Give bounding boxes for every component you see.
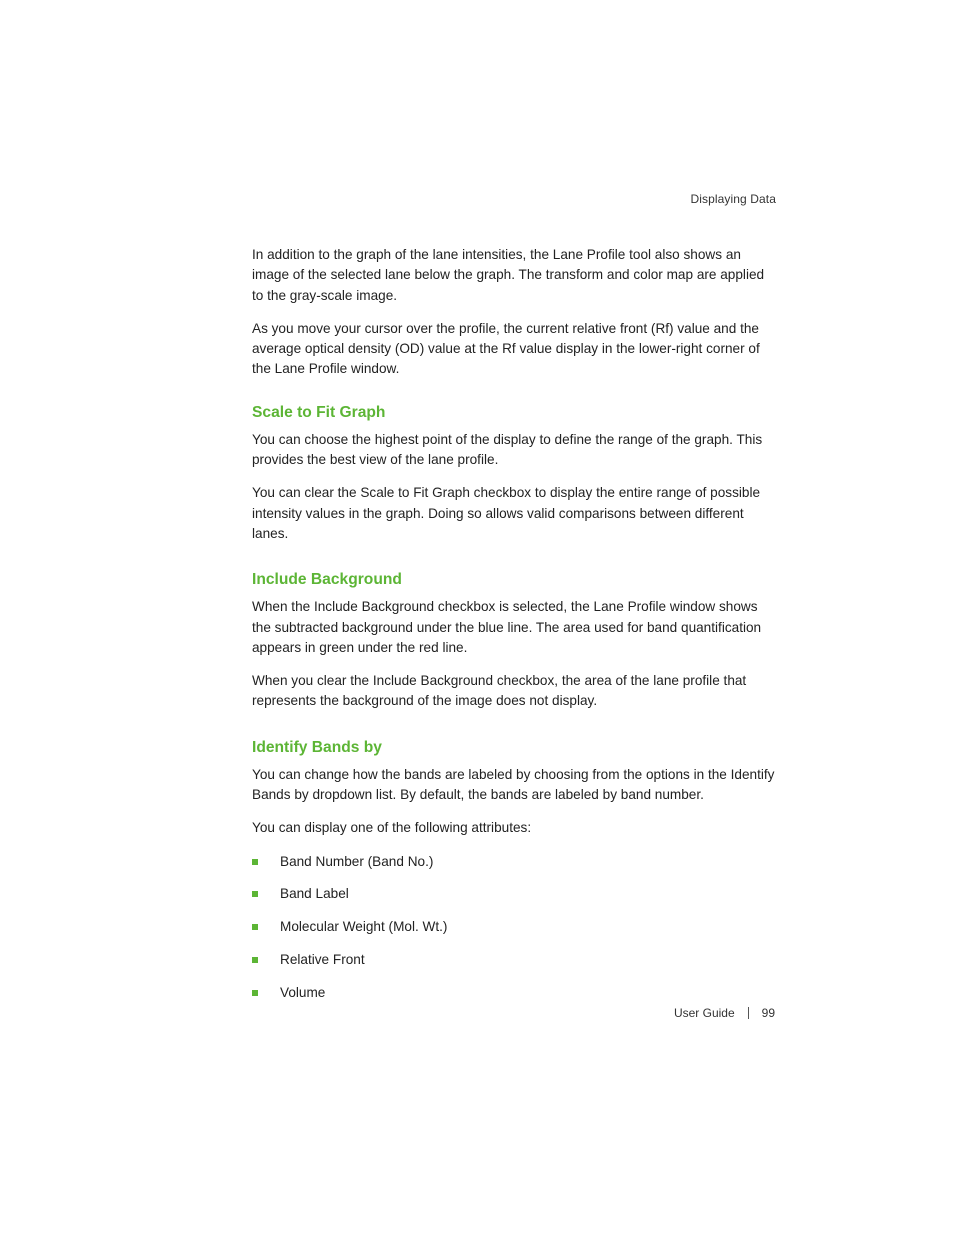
list-item-label: Band Number (Band No.) [280,853,434,869]
intro-paragraph-2: As you move your cursor over the profile, the current relative front (Rf) value and the average optical density (OD) value at the Rf value display in the lower-right corner of the Lane Profile window. [252,320,760,377]
list-item-label: Volume [280,984,326,1000]
heading-scale-to-fit-graph: Scale to Fit Graph [252,403,386,421]
square-bullet-icon [252,990,258,996]
list-item [252,917,778,937]
identify-paragraph-1: You can change how the bands are labeled by choosing from the options in the Identify Bands by dropdown list. By default, the bands are labeled by band number. [252,766,775,803]
footer-divider [748,1007,749,1019]
page-content [252,245,778,1016]
heading-identify-bands-by: Identify Bands by [252,738,382,756]
list-item [252,852,778,872]
running-footer [674,1006,775,1020]
scale-paragraph-1: You can choose the highest point of the display to define the range of the graph. This provides the best view of the lane profile. [252,431,763,468]
scale-paragraph-2: You can clear the Scale to Fit Graph checkbox to display the entire range of possible intensity values in the graph. Doing so allows valid comparisons between different lanes. [252,485,761,541]
list-item [252,950,778,970]
intro-paragraph-1: In addition to the graph of the lane intensities, the Lane Profile tool also shows an image of the selected lane below the graph. The transform and color map are applied to the gray-scale image. [252,247,765,303]
heading-include-background: Include Background [252,571,402,589]
list-item [252,884,778,904]
page-number: 99 [761,1006,775,1020]
list-item-label: Band Label [280,886,349,902]
attribute-list [252,852,778,1003]
list-item [252,983,778,1003]
square-bullet-icon [252,859,258,865]
background-paragraph-1: When the Include Background checkbox is selected, the Lane Profile window shows the subtracted background under the blue line. The area used for band quantification appears in green under the red line. [252,599,762,655]
list-item-label: Relative Front [280,952,365,968]
square-bullet-icon [252,924,258,930]
running-header: Displaying Data [690,192,776,206]
square-bullet-icon [252,891,258,897]
footer-doc-title: User Guide [673,1006,735,1020]
identify-paragraph-2: You can display one of the following attributes: [252,820,532,836]
square-bullet-icon [252,957,258,963]
list-item-label: Molecular Weight (Mol. Wt.) [280,919,448,935]
background-paragraph-2: When you clear the Include Background checkbox, the area of the lane profile that represents the background of the image does not display. [252,673,747,709]
